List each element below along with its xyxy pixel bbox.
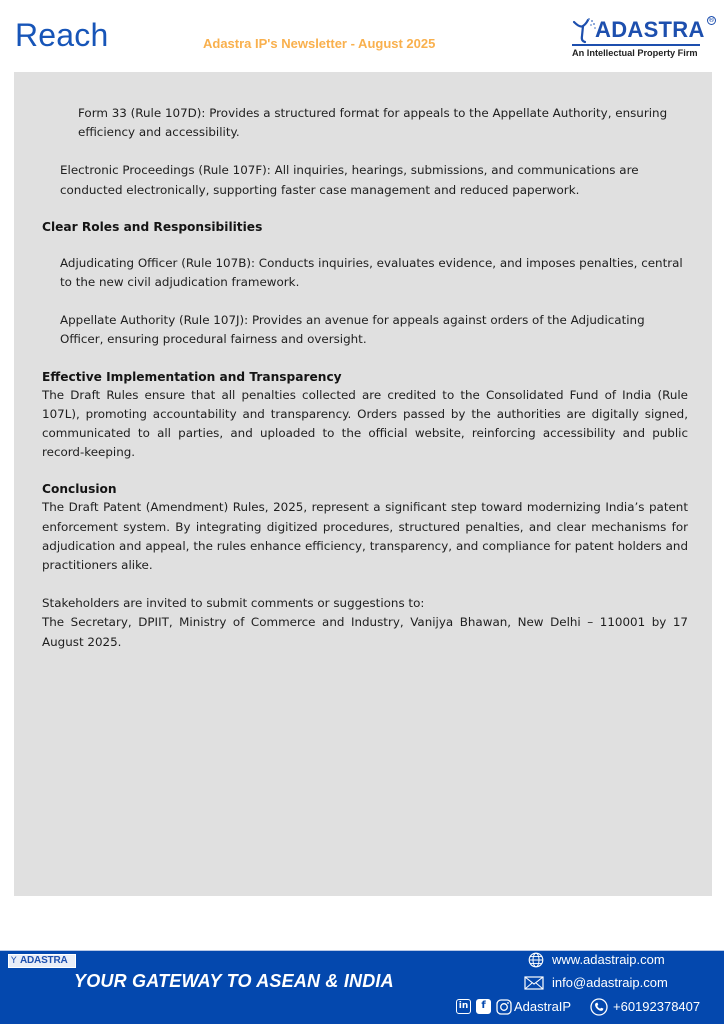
article-body (42, 104, 688, 652)
logo-tagline: An Intellectual Property Firm (572, 48, 698, 58)
logo-figure-icon: Y (11, 956, 17, 966)
email-link[interactable]: info@adastraip.com (552, 975, 668, 990)
conclusion-heading: Conclusion (42, 482, 117, 497)
social-handle[interactable]: AdastraIP (514, 999, 572, 1014)
form33-paragraph: Form 33 (Rule 107D): Provides a structured format for appeals to the Appellate Authority, ensuring efficiency and accessibility. (78, 106, 668, 140)
mail-icon (524, 975, 544, 991)
newsletter-title: Adastra IP's Newsletter - August 2025 (203, 36, 436, 51)
registered-mark: ® (708, 16, 715, 24)
phone-number[interactable]: +60192378407 (613, 999, 701, 1014)
footer-slogan: YOUR GATEWAY TO ASEAN & INDIA (74, 971, 394, 991)
logo-figure-icon (571, 16, 597, 44)
submission-address: The Secretary, DPIIT, Ministry of Commerce and Industry, Vanijya Bhawan, New Delhi – 110001 by 17 August 2025. (42, 615, 688, 649)
adjudicating-officer-paragraph: Adjudicating Officer (Rule 107B): Conducts inquiries, evaluates evidence, and imposes penalties, central to the new civil adjudication framework. (60, 255, 683, 290)
facebook-icon[interactable]: f (476, 999, 491, 1014)
implementation-heading: Effective Implementation and Transparency (42, 369, 342, 384)
stakeholders-line: Stakeholders are invited to submit comments or suggestions to: (42, 596, 425, 611)
conclusion-paragraph: The Draft Patent (Amendment) Rules, 2025, represent a significant step toward modernizing India’s patent enforcement system. By integrating digitized procedures, structured penalties, and clear mechanisms for adjudication and appeal, the rules enhance efficiency, transparency, and compliance for patent holders and practitioners alike. (42, 500, 688, 573)
linkedin-icon[interactable]: in (456, 999, 471, 1014)
footer-logo (8, 954, 76, 968)
implementation-paragraph: The Draft Rules ensure that all penalties collected are credited to the Consolidated Fund of India (Rule 107L), promoting accountability and transparency. Orders passed by the authorities are digitally signed, communicated to all parties, and uploaded to the official website, reinforcing accessibility and public record-keeping. (42, 387, 688, 460)
social-row (456, 998, 724, 1018)
section-title: Reach (15, 17, 109, 53)
footer-banner (0, 951, 724, 1024)
website-link[interactable]: www.adastraip.com (552, 952, 665, 967)
globe-icon (528, 952, 544, 968)
logo-name: ADASTRA (595, 17, 705, 42)
appellate-authority-paragraph: Appellate Authority (Rule 107J): Provides an avenue for appeals against orders of the Adjudicating Officer, ensuring procedural fairness and oversight. (60, 313, 645, 347)
roles-heading: Clear Roles and Responsibilities (42, 219, 263, 234)
phone-icon (590, 998, 608, 1016)
footer-logo-name: ADASTRA (20, 955, 68, 966)
logo-divider (572, 44, 700, 46)
adastra-logo (569, 14, 719, 64)
electronic-proceedings-paragraph: Electronic Proceedings (Rule 107F): All inquiries, hearings, submissions, and communications are conducted electronically, supporting faster case management and reduced paperwork. (60, 163, 639, 197)
instagram-icon[interactable] (496, 999, 512, 1015)
